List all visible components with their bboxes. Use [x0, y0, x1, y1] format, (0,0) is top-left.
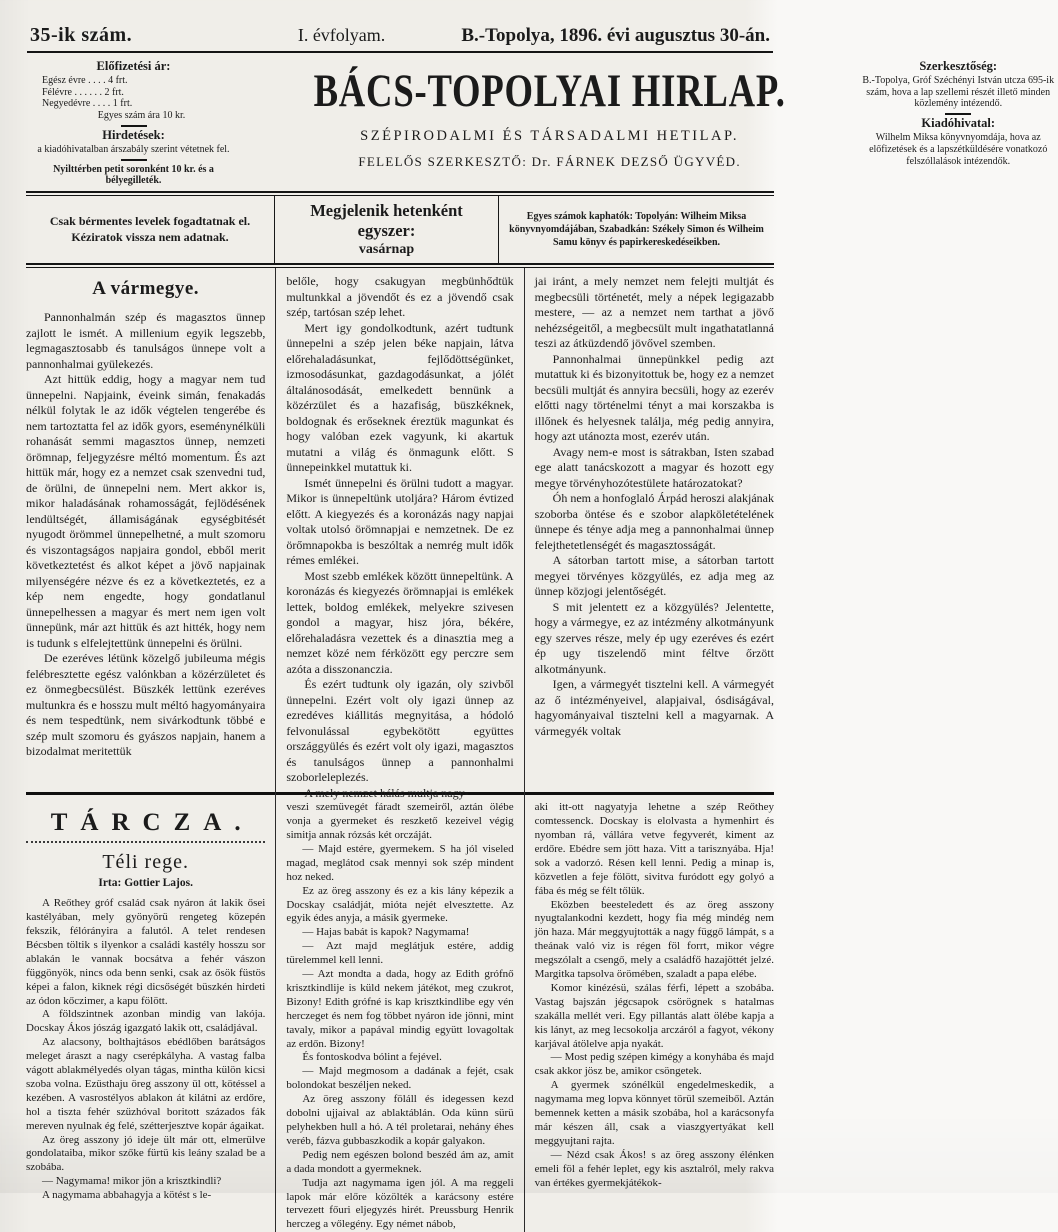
story-title: Téli rege.: [102, 851, 189, 874]
paragraph: A Reőthey gróf család csak nyáron át lakik ősei kastélyában, mely gyönyörü rengeteg közepén fekszik, félórányira a falutól. A telet rendesen Bécsben töltik s ilyenkor a családi kastély hosszu sor ablakán le vannak bocsátva a fehér vászon függönyök, nincs oda benn senki, csak az ősök füstös képei a falon, kiknek régi dicsőségét büszkén hirdeti az ódon kőczimer, a kapu fölött.: [26, 897, 266, 1007]
paragraph: aki itt-ott nagyatyja lehetne a szép Reőthey comtessenck. Docskay is elolvasta a hymenhirt és nyomban rá, vállára vetve fegyverét, kiment az erdőre. Ebédre sem jött haza. Vitt a tarisznyába. Hja! sok a vadorzó. Résen kell lenni. Pedig a minap is, közvetlen a feje fölött, sivitva furódott egy golyó a fába és még se félt tőlük.: [534, 801, 774, 897]
article-column-1: [26, 268, 275, 801]
feuilleton-column-1: [26, 795, 275, 1232]
paragraph: Az öreg asszony jó ideje ült már ott, elmerülve gondolataiba, mikor szőke fürtü kis leány szalad be a szobába.: [26, 1133, 266, 1174]
paragraph: Az alacsony, bolthajtásos ebédlőben barátságos meleget áraszt a nagy cserépkályha. A vastag falba vágott ablakmélyedés olyan tágas, mintha külön kicsi szoba volna. Ezüsthaju öreg asszony ül ott, kötéssel a kezében. A vasrostélyos ablakon át kilátni az erdőre, hol a tiszta fehér szüzhóval boritott százados fák mereven nyulnak ég felé, szétterjesztve kopár ágaikat.: [26, 1036, 266, 1132]
paragraph: Pannonhalmai ünnepünkkel pedig azt mutattuk ki és bizonyitottuk be, hogy ez a nemzet becsüli multját és annyira becsüli, hogy az ezerév előtti nagy történelmi tényt a mai korszakba is illőnek és helyesnek találja, még pedig annyira, hogy azt utánozta most, ezerév után.: [534, 351, 774, 444]
paragraph: — Nézd csak Ákos! s az öreg asszony élénken emeli föl a fehér leplet, egy kis asztalról, mely rakva van értékes gyermekjátékok-: [534, 1148, 774, 1189]
editorial-office-text: B.-Topolya, Gróf Széchényi István utcza 695-ik szám, hova a lap szellemi részét illető minden közlemény intézendő.: [862, 74, 1055, 110]
frequency-day: vasárnap: [358, 242, 415, 258]
paragraph: — Azt majd meglátjuk estére, addig türelemmel kell lenni.: [286, 940, 514, 967]
paragraph: — Nagymama! mikor jön a krisztkindli?: [42, 1175, 222, 1188]
paragraph: Most szebb emlékek között ünnepeltünk. A koronázás és kiegyezés örömnapjai is emlékek lettek, boldog emlékek, melyekre szivesen gondol a magyar, hisz jóra, békére, előrehaladásra vezettek és a dinasztia meg a nemzet közé nem férközött egy perczre sem azóta a disszonanczia.: [286, 568, 514, 676]
paragraph: És fontoskodva bólint a fejével.: [302, 1051, 442, 1064]
paragraph: — Hajas babát is kapok? Nagymama!: [302, 926, 470, 939]
paragraph: És ezért tudtunk oly igazán, oly szivből ünnepelni. Ezért volt oly igazi ünnep az ezredéves kiállitás megnyitása, a hódoló felvonulással egybekötött együttes országgyülés és ezért volt oly igazi, magasztos és tanulságos ünnep a pannonhalmi szoborleleplezés.: [286, 677, 514, 785]
paragraph: Mert igy gondolkodtunk, azért tudtunk ünnepelni a szép jelen béke napjain, látva előrehaladásunkat, fejlődöttségünket, izmosodásunkat, gazdagodásunkat, a jólét általánosodását, emelkedett bennünk a közérzület és a hazafiság, büszkéknek, boldognak és erőseknek éreztük magunkat és hogy valóban ezek vagyunk, ki akartuk mutatni a világ és önmagunk előtt. S ünnepeinkkel mutattuk ki.: [286, 320, 514, 475]
paragraph: A nagymama abbahagyja a kötést s le-: [42, 1189, 212, 1202]
paragraph: — Majd megmosom a dadának a fejét, csak bolondokat beszéljen neked.: [286, 1065, 514, 1092]
newspaper-title: BÁCS-TOPOLYAI HIRLAP.: [313, 65, 786, 117]
paragraph: Az öreg asszony föláll és idegessen kezd dobolni ujjaival az ablaktáblán. Oda künn sürü pelyhekben hull a hó. A tél proletarai, nehány éhes veréb, fázva gubbaszkodik a kopár galyakon.: [286, 1093, 514, 1147]
paragraph: Tudja azt nagymama igen jól. A ma reggeli lapok már előre közölték a karácsony estére tervezett főuri eljegyzés hirét. Preussburg Henrik herczeg a vőlegény. Egy német nábob,: [286, 1176, 514, 1231]
paragraph: — Azt mondta a dada, hogy az Edith grófnő krisztkindlije is küld nekem játékot, meg czukrot, Bizony! Edith grófné is kap krisztkindlibe egy vén herczeget és nem fog többet nyáron ide jönni, mint tavaly, mikor a papával mindig együtt lovagoltak az erdőn. Bizony!: [286, 968, 514, 1050]
article-title: A vármegye.: [92, 278, 200, 300]
paragraph: — Most pedig szépen kimégy a konyhába és majd csak akkor jösz be, amikor csöngetek.: [534, 1051, 774, 1078]
paragraph: A mely nemzet hálás multja nagy-: [304, 785, 469, 800]
issue-number: 35-ik szám.: [30, 24, 133, 46]
feuilleton-column-3: [525, 795, 774, 1232]
ads-title: Hirdetések:: [102, 127, 165, 142]
rate-single-issue: Egyes szám ára 10 kr.: [97, 110, 186, 122]
masthead-center: [247, 60, 852, 187]
divider-dash: [121, 159, 147, 161]
letters-notice: Csak bérmentes levelek fogadtatnak el. Kéziratok vissza nem adatnak.: [49, 214, 251, 244]
responsible-editor-line: FELELŐS SZERKESZTŐ: Dr. FÁRNEK DEZSŐ ÜGYVÉD.: [358, 154, 741, 169]
paragraph: S mit jelentett ez a közgyülés? Jelentette, hogy a vármegye, ez az intézmény alkotmányunk egy szerves része, mely ép ugy ezeréves és ezért ép ugy tiszelendő mint féltve őrzött alkotmányunk.: [534, 599, 774, 676]
newspaper-subtitle: SZÉPIRODALMI ÉS TÁRSADALMI HETILAP.: [360, 128, 740, 144]
editorial-office-box: [858, 60, 1058, 187]
paragraph: Óh nem a honfoglaló Árpád heroszi alakjának szoborba öntése és e szobor alapköletételének ünnepe és ténye adja meg a pannonhalmai ünnep felejthetetlenségét és magasztosságát.: [534, 491, 774, 552]
story-byline: Irta: Gottier Lajos.: [98, 877, 193, 890]
paragraph: belőle, hogy csakugyan megbünhődtük multunkkal a jövendőt és ez a jövendő csak szép, tartósan szép lehet.: [286, 274, 514, 320]
paragraph: jai iránt, a mely nemzet nem felejti multját és megbecsüli történetét, mely a népek legigazabb mestere, — az a nemzet nem tarthat a jövő nehézségeitől, a megbecsült mult ingathatatlanná teszi az átküzdendő jövővel szemben.: [534, 274, 774, 351]
paragraph: A földszintnek azonban mindig van lakója. Docskay Ákos jószág igazgató lakik ott, családjával.: [26, 1008, 266, 1035]
info-bar: [26, 196, 774, 263]
publisher-office-text: Wilhelm Miksa könyvnyomdája, hova az előfizetések és a lapszétküldésére vonatkozó felszóllalások intézendők.: [869, 131, 1048, 167]
article-column-2: [275, 268, 524, 801]
dotted-rule: [26, 841, 265, 843]
feuilleton: [26, 795, 774, 1231]
rate-full-year: Egész évre . . . . 4 frt.: [42, 74, 128, 86]
paragraph: Komor kinézésü, szálas férfi, lépett a szobába. Vastag bajszán jégcsapok csörögnek s hatalmas szakálla mellét veri. Egy pillantás alatt ölébe kapja a kis lányt, az meg lecsokolja arczáról a fagyot, vékony karjával átölelve apja nyakát.: [534, 981, 774, 1050]
volume-label: I. évfolyam.: [297, 25, 386, 45]
ads-text: a kiadóhivatalban árszabály szerint vétetnek fel.: [37, 143, 230, 155]
paragraph: Igen, a vármegyét tisztelni kell. A vármegyét az ő intézményeivel, alapjaival, ósdiságával, hagyományaival tisztelni kell a magyarnak. A vármegyék voltak: [534, 677, 774, 738]
paragraph: A sátorban tartott mise, a sátorban tartott megyei törvényes közgyülés, ez adja meg az ünnep közjogi jelentőségét.: [534, 553, 774, 599]
article-column-3: [525, 268, 774, 801]
open-letter-text: Nyilttérben petit soronként 10 kr. és a bélyegilleték.: [53, 163, 214, 187]
publisher-office-title: Kiadóhivatal:: [921, 116, 996, 131]
subscription-title: Előfizetési ár:: [96, 59, 171, 73]
paragraph: Ez az öreg asszony és ez a kis lány képezik a Docskay családját, mióta nejét elvesztette. Az egyik édes anyja, a másik gyermeke.: [286, 884, 514, 925]
publication-frequency: [274, 196, 499, 263]
frequency-line: Megjelenik hetenként egyszer:: [310, 201, 463, 241]
paragraph: Eközben beesteledett és az öreg asszony nyugtalankodni kezdett, hogy fia még mindég nem jön haza. Már meggyujtották a nagy függő lámpát, s a theának való viz is régen föl forrt, mikor végre megszólalt a csengő, mely a családfő hazajöttét jelzé. Margitka tapsolva örömében, szaladt a papa elébe.: [534, 898, 774, 981]
page-header: [0, 0, 800, 51]
paragraph: Ismét ünnepelni és örülni tudott a magyar. Mikor is ünnepeltünk utoljára? Három évtized előtt. A kiegyezés és a koronázás nagy napjai voltak utolsó örömnapjai e nemzetnek. De ez örőmnapokba is beszóltak a nemrég mult idők rémes emlékei.: [286, 475, 514, 568]
paragraph: Avagy nem-e most is sátrakban, Isten szabad ege alatt tanácskozott a magyar és hozott egy megye törvényhozótestülete határozatokat?: [534, 444, 774, 490]
lead-article: [26, 268, 774, 800]
paragraph: — Majd estére, gyermekem. S ha jól viseled magad, meglátod csak mennyi sok szép mindent hoz neked.: [286, 842, 514, 883]
feuilleton-column-2: [275, 795, 524, 1232]
subscription-box: [26, 60, 241, 187]
rate-half-year: Félévre . . . . . . 2 frt.: [42, 86, 124, 98]
editorial-office-title: Szerkesztőség:: [919, 59, 998, 73]
paragraph: Pannonhalmán szép és magasztos ünnep zajlott le ismét. A millenium egyik legszebb, legmagasztosabb és tanulságos ünnepe volt a pannonhalmai gyülekezés.: [26, 310, 266, 371]
feuilleton-section-title: TÁRCZA.: [50, 809, 254, 837]
masthead: [0, 53, 1055, 191]
dateline: B.-Topolya, 1896. évi augusztus 30-án.: [461, 25, 770, 46]
paragraph: Pedig nem egészen bolond beszéd ám az, amit a dada mondott a gyermeknek.: [286, 1148, 514, 1175]
paragraph: De ezeréves létünk közelgő jubileuma mégis felébresztette egész valónkban a közérzületet és ez önmegbecsülést. Büszkék lettünk ezeréves multunkra és e hosszu mult méltó hagyományaira és nem tespedtünk, nem sivárkodtunk többé e szép mult szomoru és gyászos napjain, hanem a bizodalmat meritettük: [26, 651, 266, 759]
paragraph: A gyermek szónélkül engedelmeskedik, a nagymama meg lopva könnyet törül szemeiből. Aztán bemennek ketten a másik szobába, hol a karácsonyfa már készen áll, csak a viaszgyertyákat kell meggyujtani rajta.: [534, 1079, 774, 1147]
divider-dash: [945, 113, 971, 115]
paragraph: veszi szemüvegét fáradt szemeiről, aztán ölébe vonja a gyermeket és reszkető kezeivel végig simitja annak rózsás két orczáját.: [286, 801, 514, 841]
sales-points-notice: Egyes számok kaphatók: Topolyán: Wilheim Miksa könyvnyomdájában, Szabadkán: Székely Simon és Wilheim Samu könyv és papirkereskedéseikben.: [509, 210, 764, 249]
divider-dash: [121, 125, 147, 127]
subscription-rates: [26, 75, 241, 122]
paragraph: Azt hittük eddig, hogy a magyar nem tud ünnepelni. Napjaink, éveink simán, fenakadás nélkül folytak le az idők végtelen tengerébe és nem tartoztatta fel az idők gyors, eseménynélküli rohanását semmi magasztos ünnep, nemzeti örömnap, feljegyzésre méltó momentum. És azt hittük már, hogy ez a nemzet csak szenvedni tud, de örülni, de ünnepelni nem. Mert akkor is, mikor haladásának rohamosságát, fejlödésének lendültségét, államiságának egységbitését nyugodt örömmel ünnepelhetné, a mult szomoru és viszontagságos napjaira gondol, ebből merit következtetést és alkot képet a jövő napjainak milyenségére nézve és ez a következtetés, ez a kép nem engedte, hogy gondatlanul ünnepelhessen a magyar és mert nem igen volt ünnepünk, már azt hittük és azt hitték, hogy nem is tudunk s elfelejtettünk ünnepelni és örülni.: [26, 372, 266, 650]
rate-quarter-year: Negyedévre . . . . 1 frt.: [42, 98, 133, 110]
